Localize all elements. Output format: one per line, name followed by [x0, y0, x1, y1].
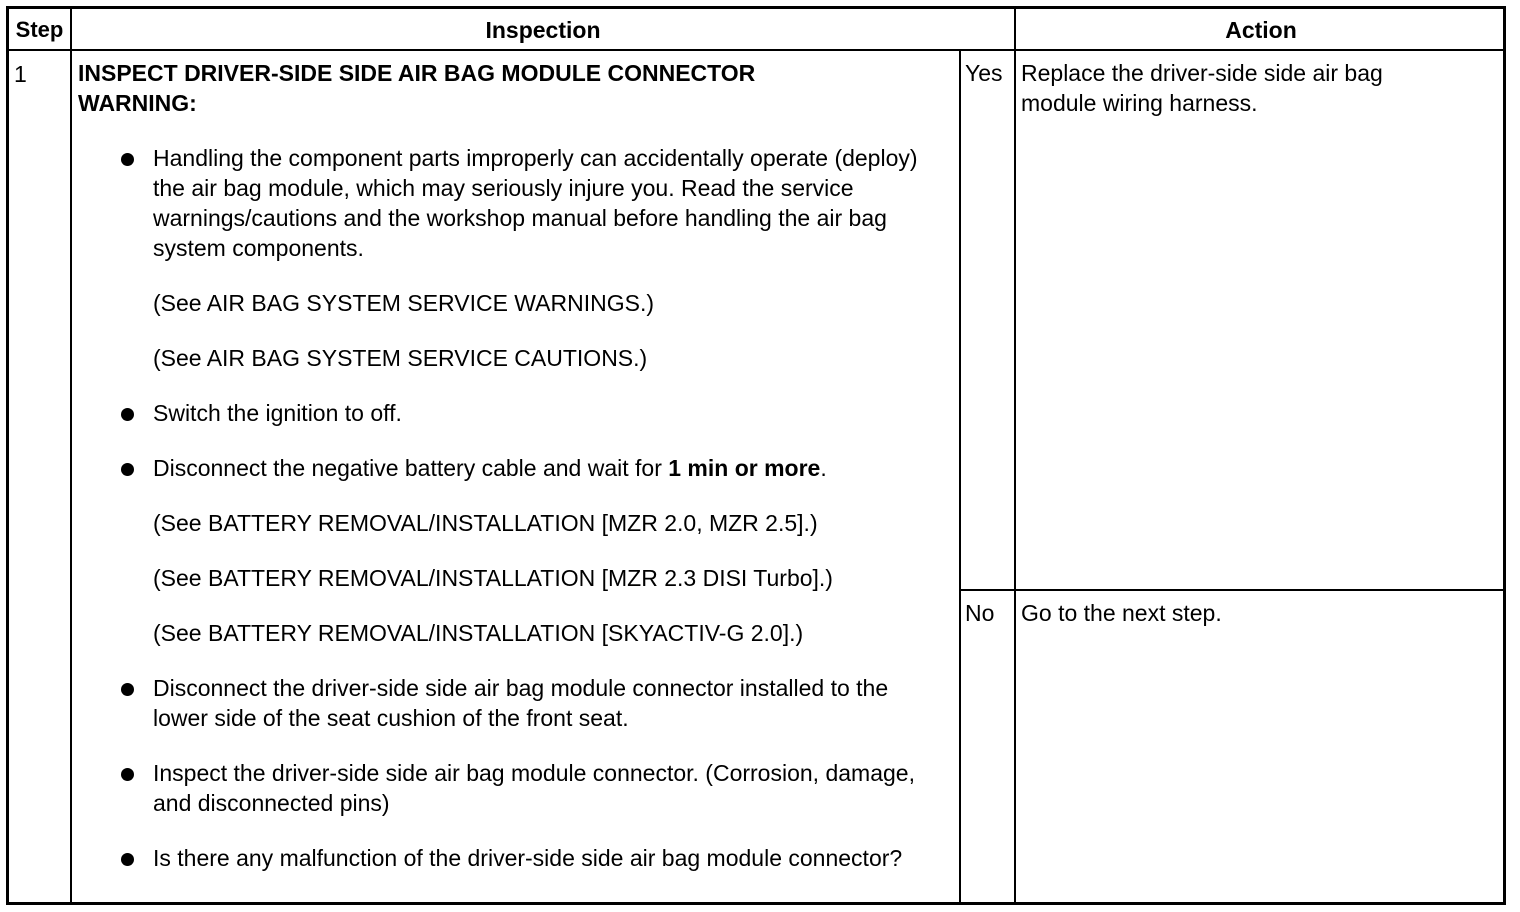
bullet-dot-icon	[121, 408, 134, 421]
no-action: Go to the next step.	[1021, 600, 1222, 626]
divider-step	[70, 9, 72, 902]
bullet-handling	[78, 143, 948, 263]
bullet-ignition	[78, 398, 948, 428]
bullet-question	[78, 843, 948, 873]
bullet-dot-icon	[121, 683, 134, 696]
bullet-battery-text-post: .	[820, 455, 827, 481]
bullet-question-text: Is there any malfunction of the driver-side side air bag module connector?	[153, 845, 903, 871]
bullet-disconnect-text: Disconnect the driver-side side air bag module connector installed to the lower side of the seat cushion of the front seat.	[153, 675, 889, 731]
bullet-inspect	[78, 758, 948, 818]
ref-battery-disi: (See BATTERY REMOVAL/INSTALLATION [MZR 2.3 DISI Turbo].)	[153, 565, 833, 591]
bullet-dot-icon	[121, 153, 134, 166]
divider-inspection	[959, 49, 961, 902]
bullet-ignition-text: Switch the ignition to off.	[153, 400, 402, 426]
yes-no-divider	[959, 589, 1503, 591]
header-inspection: Inspection	[485, 17, 601, 43]
bullet-handling-text: Handling the component parts improperly can accidentally operate (deploy) the air bag module, which may seriously injure you. Read the service warnings/cautions and the workshop manual before handling the air bag system components.	[153, 145, 918, 261]
bullet-dot-icon	[121, 853, 134, 866]
inspection-content	[78, 58, 948, 873]
bullet-dot-icon	[121, 768, 134, 781]
bullet-battery-duration: 1 min or more	[668, 455, 821, 481]
yes-action: Replace the driver-side side air bag module wiring harness.	[1021, 60, 1383, 116]
warning-label: WARNING:	[78, 90, 197, 116]
inspection-title: INSPECT DRIVER-SIDE SIDE AIR BAG MODULE CONNECTOR	[78, 60, 756, 86]
ref-battery-skyactiv: (See BATTERY REMOVAL/INSTALLATION [SKYACTIV-G 2.0].)	[153, 620, 804, 646]
inspection-table	[6, 6, 1506, 905]
yes-label: Yes	[965, 60, 1003, 86]
header-action: Action	[1225, 17, 1297, 43]
ref-cautions: (See AIR BAG SYSTEM SERVICE CAUTIONS.)	[153, 345, 648, 371]
ref-warnings: (See AIR BAG SYSTEM SERVICE WARNINGS.)	[153, 290, 655, 316]
bullet-battery	[78, 453, 948, 483]
bullet-dot-icon	[121, 463, 134, 476]
bullet-inspect-text: Inspect the driver-side side air bag module connector. (Corrosion, damage, and disconnected pins)	[153, 760, 915, 816]
bullet-battery-text-pre: Disconnect the negative battery cable and wait for	[153, 455, 669, 481]
bullet-disconnect	[78, 673, 948, 733]
step-number: 1	[14, 61, 27, 87]
ref-battery-mzr: (See BATTERY REMOVAL/INSTALLATION [MZR 2.0, MZR 2.5].)	[153, 510, 818, 536]
header-step: Step	[15, 17, 64, 42]
divider-answer	[1014, 9, 1016, 902]
no-label: No	[965, 600, 995, 626]
